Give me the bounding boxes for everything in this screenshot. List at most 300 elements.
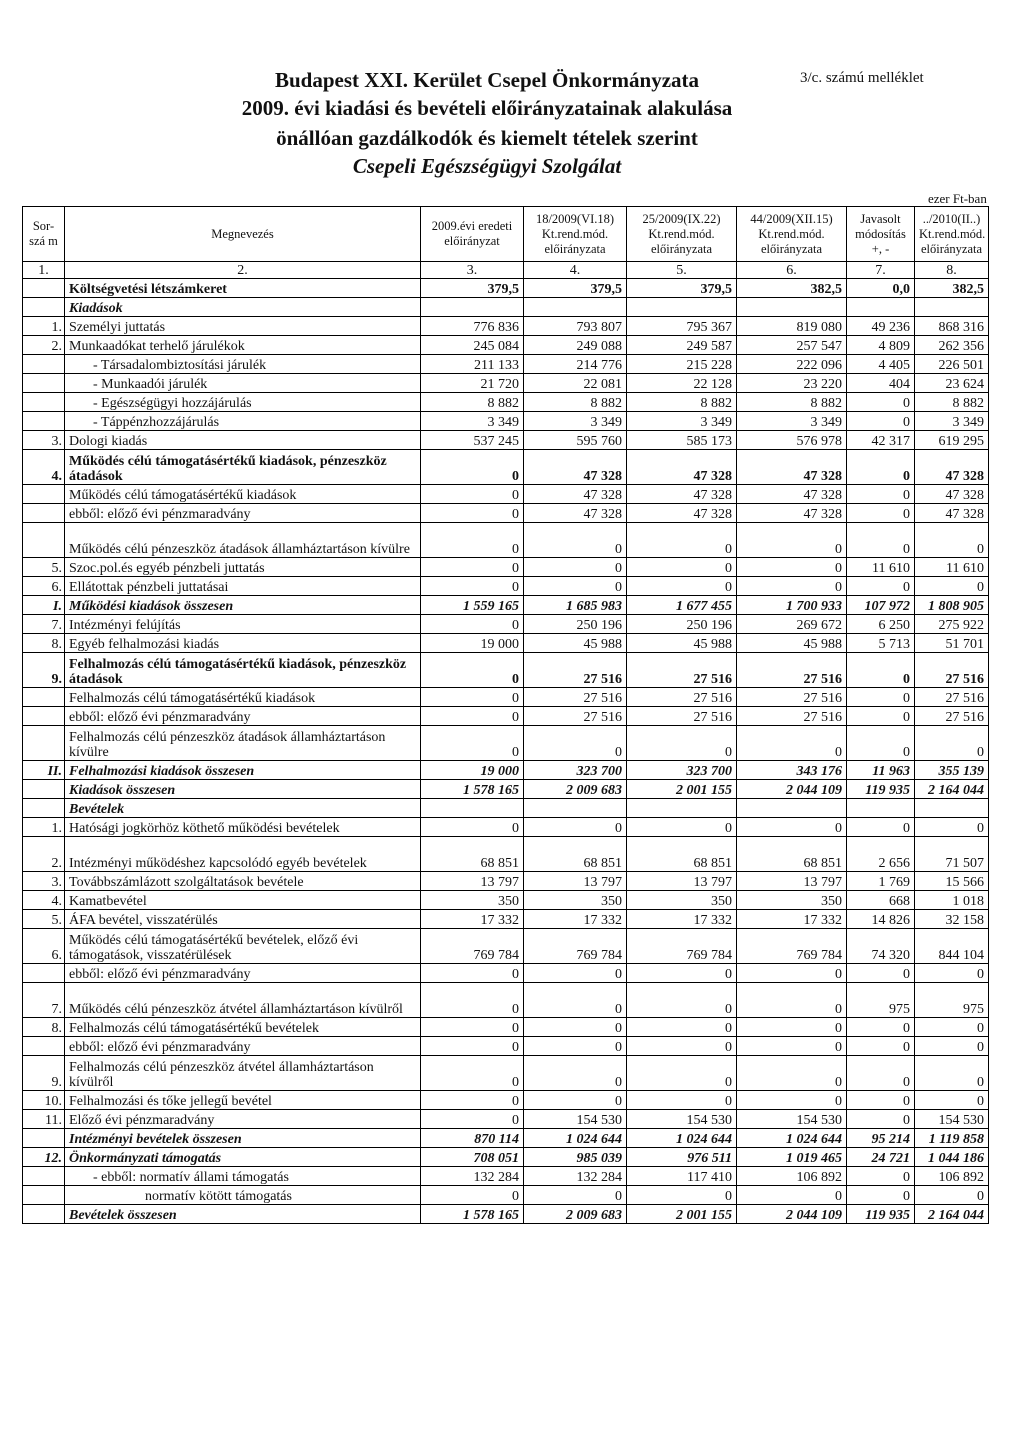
value-cell: 0 xyxy=(627,964,737,983)
row-number xyxy=(23,412,65,431)
value-cell: 0 xyxy=(524,726,627,761)
value-cell: 382,5 xyxy=(737,279,847,298)
row-number: 6. xyxy=(23,929,65,964)
value-cell: 0 xyxy=(847,1110,915,1129)
value-cell: 68 851 xyxy=(421,837,524,872)
value-cell: 0 xyxy=(524,577,627,596)
value-cell xyxy=(627,298,737,317)
row-number: 1. xyxy=(23,818,65,837)
value-cell: 0 xyxy=(421,523,524,558)
value-cell: 269 672 xyxy=(737,615,847,634)
value-cell: 379,5 xyxy=(524,279,627,298)
row-label: Működés célú pénzeszköz átadások államháztartáson kívülre xyxy=(65,523,421,558)
value-cell: 0 xyxy=(421,1110,524,1129)
doc-title-line3: önállóan gazdálkodók és kiemelt tételek szerint xyxy=(276,126,698,150)
table-row xyxy=(23,688,989,707)
value-cell: 4 405 xyxy=(847,355,915,374)
value-cell: 0 xyxy=(627,577,737,596)
table-row xyxy=(23,964,989,983)
value-cell: 0 xyxy=(524,1056,627,1091)
value-cell: 132 284 xyxy=(421,1167,524,1186)
value-cell: 68 851 xyxy=(524,837,627,872)
row-label: Felhalmozási és tőke jellegű bevétel xyxy=(65,1091,421,1110)
table-row xyxy=(23,558,989,577)
value-cell: 793 807 xyxy=(524,317,627,336)
value-cell: 3 349 xyxy=(421,412,524,431)
value-cell: 795 367 xyxy=(627,317,737,336)
row-label: Bevételek összesen xyxy=(65,1205,421,1224)
value-cell: 47 328 xyxy=(915,504,989,523)
value-cell: 1 578 165 xyxy=(421,1205,524,1224)
value-cell: 17 332 xyxy=(627,910,737,929)
value-cell: 17 332 xyxy=(524,910,627,929)
row-number: 7. xyxy=(23,983,65,1018)
value-cell: 32 158 xyxy=(915,910,989,929)
value-cell: 0 xyxy=(737,818,847,837)
value-cell: 0 xyxy=(915,1091,989,1110)
value-cell: 769 784 xyxy=(737,929,847,964)
row-label: Bevételek xyxy=(65,799,421,818)
annex-label: 3/c. számú melléklet xyxy=(800,70,924,86)
value-cell: 0 xyxy=(524,558,627,577)
col-header-no: Sor-szá m xyxy=(23,207,65,262)
value-cell: 27 516 xyxy=(915,707,989,726)
row-number: 7. xyxy=(23,615,65,634)
value-cell: 0 xyxy=(421,726,524,761)
value-cell: 214 776 xyxy=(524,355,627,374)
value-cell: 0 xyxy=(421,1018,524,1037)
value-cell: 0 xyxy=(627,818,737,837)
row-number: 3. xyxy=(23,431,65,450)
row-label: Intézményi bevételek összesen xyxy=(65,1129,421,1148)
value-cell: 1 018 xyxy=(915,891,989,910)
value-cell: 0 xyxy=(524,1091,627,1110)
row-label: Működés célú támogatásértékű kiadások xyxy=(65,485,421,504)
value-cell: 0 xyxy=(524,523,627,558)
value-cell: 68 851 xyxy=(737,837,847,872)
row-number xyxy=(23,298,65,317)
row-number xyxy=(23,485,65,504)
value-cell: 975 xyxy=(847,983,915,1018)
row-number: II. xyxy=(23,761,65,780)
value-cell: 844 104 xyxy=(915,929,989,964)
value-cell xyxy=(915,799,989,818)
value-cell: 27 516 xyxy=(524,688,627,707)
table-row xyxy=(23,726,989,761)
row-label: - Egészségügyi hozzájárulás xyxy=(65,393,421,412)
value-cell: 0 xyxy=(915,964,989,983)
value-cell: 262 356 xyxy=(915,336,989,355)
value-cell: 0 xyxy=(421,1037,524,1056)
index-cell: 4. xyxy=(524,262,627,279)
value-cell: 22 081 xyxy=(524,374,627,393)
value-cell: 0 xyxy=(627,983,737,1018)
value-cell: 0 xyxy=(524,964,627,983)
value-cell: 0 xyxy=(915,1018,989,1037)
value-cell: 1 559 165 xyxy=(421,596,524,615)
row-label: Hatósági jogkörhöz köthető működési bevételek xyxy=(65,818,421,837)
row-number: 5. xyxy=(23,910,65,929)
value-cell: 0 xyxy=(847,1091,915,1110)
value-cell: 47 328 xyxy=(737,504,847,523)
table-row xyxy=(23,355,989,374)
row-number: 11. xyxy=(23,1110,65,1129)
row-label: ebből: előző évi pénzmaradvány xyxy=(65,504,421,523)
table-row xyxy=(23,412,989,431)
row-label: Továbbszámlázott szolgáltatások bevétele xyxy=(65,872,421,891)
value-cell: 0 xyxy=(421,964,524,983)
table-row xyxy=(23,317,989,336)
table-row xyxy=(23,872,989,891)
value-cell: 1 119 858 xyxy=(915,1129,989,1148)
value-cell: 0 xyxy=(524,1037,627,1056)
value-cell: 0 xyxy=(421,504,524,523)
value-cell: 0 xyxy=(915,577,989,596)
value-cell: 379,5 xyxy=(421,279,524,298)
value-cell xyxy=(737,298,847,317)
value-cell: 1 677 455 xyxy=(627,596,737,615)
value-cell: 154 530 xyxy=(524,1110,627,1129)
value-cell: 13 797 xyxy=(524,872,627,891)
value-cell: 45 988 xyxy=(524,634,627,653)
value-cell: 11 963 xyxy=(847,761,915,780)
value-cell: 2 001 155 xyxy=(627,1205,737,1224)
value-cell: 0 xyxy=(737,558,847,577)
value-cell: 769 784 xyxy=(524,929,627,964)
row-number xyxy=(23,1037,65,1056)
value-cell: 0 xyxy=(847,964,915,983)
row-label: ebből: előző évi pénzmaradvány xyxy=(65,707,421,726)
value-cell: 47 328 xyxy=(524,504,627,523)
value-cell: 0 xyxy=(627,1186,737,1205)
value-cell: 119 935 xyxy=(847,780,915,799)
row-number: 12. xyxy=(23,1148,65,1167)
value-cell: 323 700 xyxy=(627,761,737,780)
value-cell: 3 349 xyxy=(915,412,989,431)
value-cell: 0 xyxy=(737,577,847,596)
row-label: Kiadások összesen xyxy=(65,780,421,799)
row-label: Intézményi működéshez kapcsolódó egyéb bevételek xyxy=(65,837,421,872)
table-row xyxy=(23,1037,989,1056)
value-cell: 245 084 xyxy=(421,336,524,355)
unit-label: ezer Ft-ban xyxy=(928,191,987,206)
table-row xyxy=(23,634,989,653)
value-cell: 0 xyxy=(847,1056,915,1091)
doc-title-line1: Budapest XXI. Kerület Csepel Önkormányzata xyxy=(274,68,700,92)
table-row xyxy=(23,653,989,688)
value-cell: 250 196 xyxy=(627,615,737,634)
col-header-final: ../2010(II..) Kt.rend.mód. előirányzata xyxy=(915,207,989,262)
row-number: 9. xyxy=(23,1056,65,1091)
value-cell: 1 685 983 xyxy=(524,596,627,615)
row-number xyxy=(23,1129,65,1148)
row-label: ebből: előző évi pénzmaradvány xyxy=(65,1037,421,1056)
value-cell: 14 826 xyxy=(847,910,915,929)
row-number xyxy=(23,1205,65,1224)
row-number xyxy=(23,355,65,374)
value-cell: 0 xyxy=(737,1037,847,1056)
value-cell: 0 xyxy=(847,707,915,726)
table-row xyxy=(23,596,989,615)
value-cell: 132 284 xyxy=(524,1167,627,1186)
value-cell: 2 044 109 xyxy=(737,780,847,799)
table-row xyxy=(23,1129,989,1148)
value-cell: 13 797 xyxy=(627,872,737,891)
value-cell: 0 xyxy=(627,523,737,558)
value-cell: 0 xyxy=(915,726,989,761)
value-cell: 0 xyxy=(737,726,847,761)
header-row xyxy=(23,207,989,262)
value-cell xyxy=(847,298,915,317)
value-cell: 585 173 xyxy=(627,431,737,450)
value-cell: 0 xyxy=(847,504,915,523)
value-cell: 27 516 xyxy=(737,653,847,688)
row-label: Felhalmozási kiadások összesen xyxy=(65,761,421,780)
value-cell: 0 xyxy=(847,1018,915,1037)
table-row xyxy=(23,298,989,317)
table-row xyxy=(23,1186,989,1205)
table-row xyxy=(23,279,989,298)
row-label: Működés célú támogatásértékű kiadások, pénzeszköz átadások xyxy=(65,450,421,485)
row-label: Felhalmozás célú pénzeszköz átvétel államháztartáson kívülről xyxy=(65,1056,421,1091)
value-cell: 769 784 xyxy=(627,929,737,964)
value-cell: 154 530 xyxy=(627,1110,737,1129)
value-cell: 45 988 xyxy=(627,634,737,653)
value-cell: 22 128 xyxy=(627,374,737,393)
row-label: Felhalmozás célú támogatásértékű kiadások, pénzeszköz átadások xyxy=(65,653,421,688)
value-cell: 769 784 xyxy=(421,929,524,964)
value-cell: 11 610 xyxy=(847,558,915,577)
value-cell: 0 xyxy=(627,558,737,577)
value-cell: 0 xyxy=(915,1186,989,1205)
value-cell: 870 114 xyxy=(421,1129,524,1148)
value-cell: 1 769 xyxy=(847,872,915,891)
table-row xyxy=(23,761,989,780)
value-cell: 985 039 xyxy=(524,1148,627,1167)
value-cell: 8 882 xyxy=(737,393,847,412)
table-row xyxy=(23,707,989,726)
value-cell: 0 xyxy=(627,1018,737,1037)
value-cell: 0 xyxy=(524,983,627,1018)
value-cell: 2 164 044 xyxy=(915,780,989,799)
row-label: Intézményi felújítás xyxy=(65,615,421,634)
table-row xyxy=(23,1018,989,1037)
value-cell: 537 245 xyxy=(421,431,524,450)
row-number xyxy=(23,393,65,412)
index-cell: 5. xyxy=(627,262,737,279)
row-label: Felhalmozás célú pénzeszköz átadások államháztartáson kívülre xyxy=(65,726,421,761)
table-row xyxy=(23,929,989,964)
value-cell: 0 xyxy=(847,1037,915,1056)
value-cell: 8 882 xyxy=(915,393,989,412)
table-row xyxy=(23,799,989,818)
value-cell: 0 xyxy=(421,577,524,596)
value-cell: 8 882 xyxy=(421,393,524,412)
row-number: 8. xyxy=(23,1018,65,1037)
row-label: - Társadalombiztosítási járulék xyxy=(65,355,421,374)
row-label: Egyéb felhalmozási kiadás xyxy=(65,634,421,653)
value-cell: 0 xyxy=(737,1186,847,1205)
value-cell: 668 xyxy=(847,891,915,910)
table-row xyxy=(23,910,989,929)
row-label: Munkaadókat terhelő járulékok xyxy=(65,336,421,355)
value-cell: 0 xyxy=(421,707,524,726)
value-cell: 27 516 xyxy=(524,653,627,688)
row-number: I. xyxy=(23,596,65,615)
row-number xyxy=(23,688,65,707)
value-cell: 868 316 xyxy=(915,317,989,336)
value-cell: 4 809 xyxy=(847,336,915,355)
value-cell: 257 547 xyxy=(737,336,847,355)
table-row xyxy=(23,336,989,355)
value-cell: 0 xyxy=(847,688,915,707)
table-row xyxy=(23,780,989,799)
value-cell xyxy=(421,298,524,317)
doc-title-line2: 2009. évi kiadási és bevételi előirányzatainak alakulása xyxy=(241,96,733,120)
value-cell: 0 xyxy=(847,412,915,431)
value-cell: 27 516 xyxy=(627,688,737,707)
value-cell: 0 xyxy=(847,818,915,837)
value-cell: 1 024 644 xyxy=(524,1129,627,1148)
value-cell: 42 317 xyxy=(847,431,915,450)
col-header-mod1: 18/2009(VI.18) Kt.rend.mód. előirányzata xyxy=(524,207,627,262)
value-cell: 215 228 xyxy=(627,355,737,374)
row-label: Ellátottak pénzbeli juttatásai xyxy=(65,577,421,596)
value-cell: 404 xyxy=(847,374,915,393)
table-row xyxy=(23,374,989,393)
row-number xyxy=(23,279,65,298)
value-cell: 154 530 xyxy=(737,1110,847,1129)
value-cell xyxy=(915,298,989,317)
value-cell: 47 328 xyxy=(627,485,737,504)
table-row xyxy=(23,1167,989,1186)
table-row xyxy=(23,983,989,1018)
value-cell: 350 xyxy=(627,891,737,910)
value-cell: 819 080 xyxy=(737,317,847,336)
value-cell: 0 xyxy=(421,558,524,577)
value-cell: 355 139 xyxy=(915,761,989,780)
value-cell: 2 164 044 xyxy=(915,1205,989,1224)
value-cell: 976 511 xyxy=(627,1148,737,1167)
value-cell: 0 xyxy=(421,1186,524,1205)
value-cell: 27 516 xyxy=(737,688,847,707)
value-cell: 47 328 xyxy=(627,504,737,523)
table-row xyxy=(23,431,989,450)
value-cell: 576 978 xyxy=(737,431,847,450)
value-cell: 23 624 xyxy=(915,374,989,393)
row-label: - Munkaadói járulék xyxy=(65,374,421,393)
institution-name: Csepeli Egészségügyi Szolgálat xyxy=(352,154,622,178)
value-cell: 0 xyxy=(847,726,915,761)
table-row xyxy=(23,523,989,558)
value-cell: 8 882 xyxy=(627,393,737,412)
table-row xyxy=(23,450,989,485)
value-cell: 8 882 xyxy=(524,393,627,412)
row-number xyxy=(23,964,65,983)
row-number: 2. xyxy=(23,837,65,872)
row-number xyxy=(23,523,65,558)
index-row xyxy=(23,262,989,279)
value-cell: 595 760 xyxy=(524,431,627,450)
value-cell: 1 578 165 xyxy=(421,780,524,799)
value-cell: 0 xyxy=(627,726,737,761)
value-cell: 0 xyxy=(847,393,915,412)
value-cell: 19 000 xyxy=(421,761,524,780)
value-cell: 250 196 xyxy=(524,615,627,634)
value-cell xyxy=(627,799,737,818)
row-label: Szoc.pol.és egyéb pénzbeli juttatás xyxy=(65,558,421,577)
index-cell: 6. xyxy=(737,262,847,279)
value-cell: 2 656 xyxy=(847,837,915,872)
value-cell: 47 328 xyxy=(915,450,989,485)
value-cell: 51 701 xyxy=(915,634,989,653)
value-cell: 117 410 xyxy=(627,1167,737,1186)
row-number: 2. xyxy=(23,336,65,355)
value-cell xyxy=(524,799,627,818)
value-cell: 47 328 xyxy=(915,485,989,504)
col-header-proposed: Javasolt módosítás +, - xyxy=(847,207,915,262)
table-row xyxy=(23,1110,989,1129)
value-cell: 27 516 xyxy=(915,653,989,688)
row-number xyxy=(23,504,65,523)
table-row xyxy=(23,393,989,412)
value-cell: 0 xyxy=(627,1056,737,1091)
row-number xyxy=(23,780,65,799)
value-cell: 5 713 xyxy=(847,634,915,653)
row-label: - Táppénzhozzájárulás xyxy=(65,412,421,431)
value-cell: 11 610 xyxy=(915,558,989,577)
value-cell: 0 xyxy=(421,450,524,485)
value-cell: 2 044 109 xyxy=(737,1205,847,1224)
table-row xyxy=(23,1205,989,1224)
value-cell: 95 214 xyxy=(847,1129,915,1148)
row-label: Dologi kiadás xyxy=(65,431,421,450)
col-header-mod2: 25/2009(IX.22) Kt.rend.mód. előirányzata xyxy=(627,207,737,262)
value-cell: 0 xyxy=(915,818,989,837)
value-cell: 47 328 xyxy=(524,485,627,504)
value-cell: 27 516 xyxy=(627,707,737,726)
table-row xyxy=(23,615,989,634)
row-number: 1. xyxy=(23,317,65,336)
value-cell: 1 808 905 xyxy=(915,596,989,615)
value-cell: 323 700 xyxy=(524,761,627,780)
value-cell: 0 xyxy=(737,1056,847,1091)
value-cell: 0 xyxy=(627,1037,737,1056)
value-cell: 23 220 xyxy=(737,374,847,393)
row-number: 5. xyxy=(23,558,65,577)
value-cell: 0 xyxy=(847,1167,915,1186)
value-cell: 1 024 644 xyxy=(737,1129,847,1148)
table-row xyxy=(23,818,989,837)
value-cell xyxy=(847,799,915,818)
table-row xyxy=(23,1091,989,1110)
value-cell: 226 501 xyxy=(915,355,989,374)
value-cell: 106 892 xyxy=(737,1167,847,1186)
value-cell: 350 xyxy=(737,891,847,910)
value-cell: 0 xyxy=(737,964,847,983)
value-cell: 2 009 683 xyxy=(524,1205,627,1224)
value-cell: 17 332 xyxy=(421,910,524,929)
value-cell: 776 836 xyxy=(421,317,524,336)
value-cell: 13 797 xyxy=(737,872,847,891)
row-number: 9. xyxy=(23,653,65,688)
row-number: 4. xyxy=(23,891,65,910)
row-number: 10. xyxy=(23,1091,65,1110)
col-header-name: Megnevezés xyxy=(65,207,421,262)
value-cell: 47 328 xyxy=(524,450,627,485)
value-cell: 0 xyxy=(737,983,847,1018)
value-cell: 19 000 xyxy=(421,634,524,653)
